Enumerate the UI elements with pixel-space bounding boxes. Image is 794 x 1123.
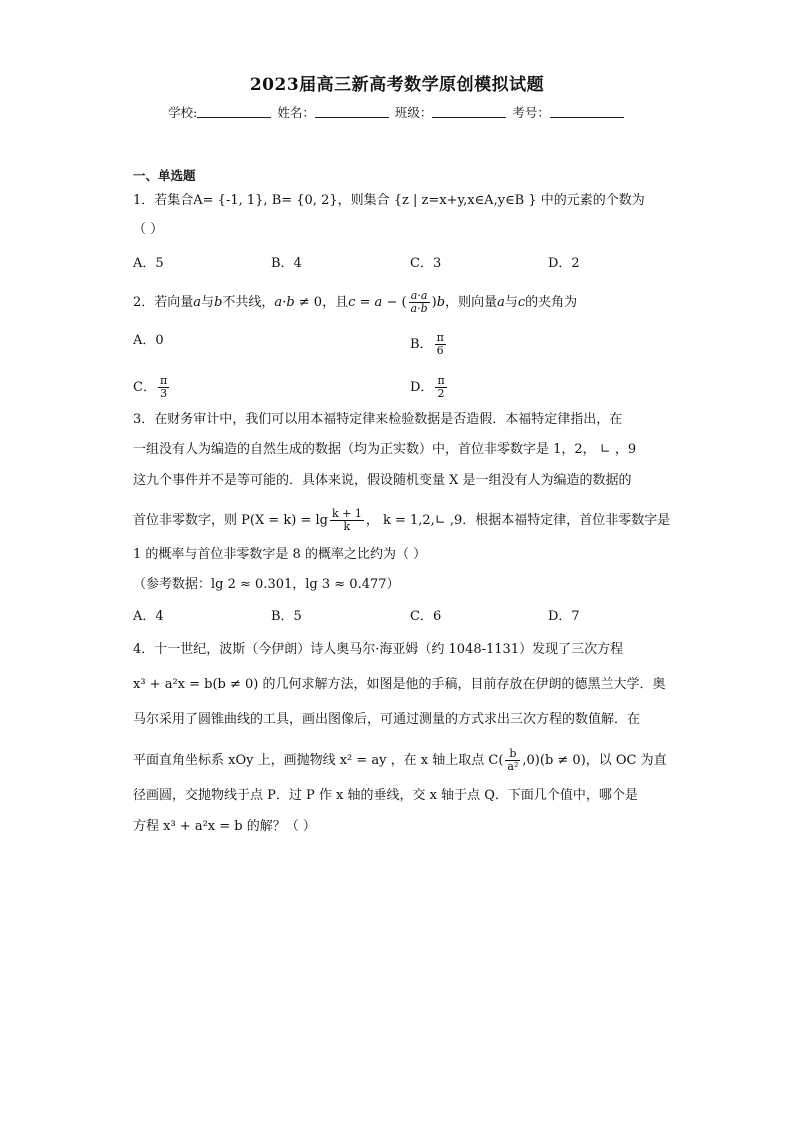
- q4-line-1: 4．十一世纪，波斯（今伊朗）诗人奥马尔·海亚姆（约 1048-1131）发现了三次方程: [133, 642, 624, 657]
- school-label: 学校:: [168, 105, 198, 120]
- student-info-row: [0, 103, 794, 121]
- q1-option-c: C．3: [410, 256, 442, 271]
- q4-line-6: 方程 x³ + a²x = b 的解？（ ）: [133, 819, 316, 834]
- q1-option-b: B．4: [271, 256, 302, 271]
- school-blank[interactable]: [197, 105, 271, 118]
- q3-option-c: C．6: [410, 609, 442, 624]
- exam-number-label: 考号：: [512, 105, 550, 120]
- q2-option-c: C． $\frac{\pi}{3}$: [133, 374, 168, 400]
- q4-line-4: 平面直角坐标系 xOy 上，画抛物线 x² = ay ，在 x 轴上取点 C( $\frac{b}{\text{a²}}$ ,0)(b ≠ 0)，以 OC 为直: [133, 747, 667, 773]
- q4-line-3: 马尔采用了圆锥曲线的工具，画出图像后，可通过测量的方式求出三次方程的数值解．在: [133, 712, 641, 727]
- q4-line-5: 径画圆，交抛物线于点 P．过 P 作 x 轴的垂线，交 x 轴于点 Q．下面几个值中，哪个是: [133, 788, 638, 803]
- q1-option-a: A．5: [133, 256, 164, 271]
- class-blank[interactable]: [432, 105, 506, 118]
- q3-option-d: D．7: [548, 609, 580, 624]
- q1-text: 1．若集合A= {-1, 1}, B= {0, 2}，则集合 {z | z=x+y,x∈A,y∈B } 中的元素的个数为: [133, 193, 645, 208]
- q2-text: 2．若向量a与b不共线，a·b ≠ 0，且c = a − ( $\frac{a\cdot a}{a\cdot b}$ )b，则向量a与c的夹角为: [133, 289, 578, 315]
- q3-line-1: 3．在财务审计中，我们可以用本福特定律来检验数据是否造假．本福特定律指出，在: [133, 412, 623, 427]
- q1-text-cont: （ ）: [133, 222, 164, 237]
- q3-line-4: 首位非零数字，则 P(X = k) = lg $\frac{k + 1}{k}$ ， k = 1,2,∟ ,9．根据本福特定律，首位非零数字是: [133, 507, 671, 533]
- name-blank[interactable]: [315, 105, 389, 118]
- q3-line-5: 1 的概率与首位非零数字是 8 的概率之比约为（ ）: [133, 547, 427, 562]
- q1-option-d: D．2: [548, 256, 580, 271]
- q3-line-2: 一组没有人为编造的自然生成的数据（均为正实数）中，首位非零数字是 1，2， ∟ ，9: [133, 442, 637, 457]
- q3-option-a: A．4: [133, 609, 164, 624]
- q2-option-a: A．0: [133, 333, 164, 348]
- q2-option-b: B． $\frac{\pi}{6}$: [410, 331, 444, 357]
- q4-line-2: x³ + a²x = b(b ≠ 0) 的几何求解方法，如图是他的手稿，目前存放在伊朗的德黑兰大学．奥: [133, 677, 666, 692]
- q3-option-b: B．5: [271, 609, 302, 624]
- q2-option-d: D． $\frac{\pi}{2}$: [410, 374, 445, 400]
- q3-reference-data: （参考数据：lg 2 ≈ 0.301，lg 3 ≈ 0.477）: [133, 577, 400, 592]
- q2-fraction: $\frac{a\cdot a}{a\cdot b}$: [410, 289, 428, 315]
- section-heading: 一、单选题: [133, 168, 196, 183]
- class-label: 班级：: [394, 105, 433, 120]
- q3-line-3: 这九个事件并不是等可能的．具体来说，假设随机变量 X 是一组没有人为编造的数据的: [133, 473, 632, 488]
- exam-title: 2023届高三新高考数学原创模拟试题: [249, 75, 545, 95]
- name-label: 姓名：: [277, 105, 315, 120]
- exam-number-blank[interactable]: [550, 105, 624, 118]
